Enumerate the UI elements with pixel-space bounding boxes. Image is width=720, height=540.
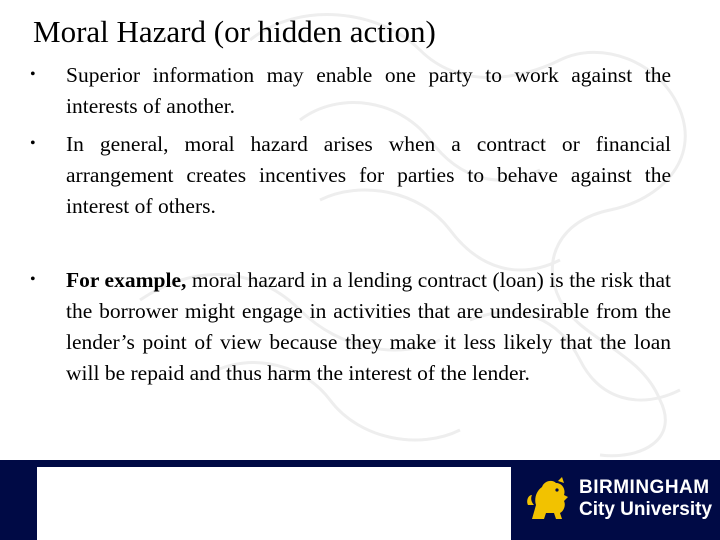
bullet-marker: • — [30, 135, 36, 152]
citation-text: Casu et al 2006: 11-12 — [55, 488, 206, 505]
bullet-marker: • — [30, 271, 36, 288]
bullet-text-3 — [66, 265, 671, 389]
university-name-line2: City University — [579, 499, 713, 520]
bullet-text-1: Superior information may enable one party to work against the interests of another. — [66, 63, 671, 118]
university-name-line1: BIRMINGHAM — [579, 477, 710, 498]
lion-crest-icon — [524, 475, 574, 525]
slide-title: Moral Hazard (or hidden action) — [33, 14, 436, 49]
bullet-marker: • — [30, 66, 36, 83]
bullet-text-2: In general, moral hazard arises when a contract or financial arrangement creates incentives for parties to behave against the interest of others. — [66, 132, 671, 218]
bullet-lead-bold: For example, — [66, 268, 187, 292]
bullet-body: moral hazard in a lending contract (loan) is the risk that the borrower might engage in activities that are undesirable from the lender’s point of view because they make it less likely that the loan will be repaid and thus harm the interest of the lender. — [66, 268, 672, 385]
